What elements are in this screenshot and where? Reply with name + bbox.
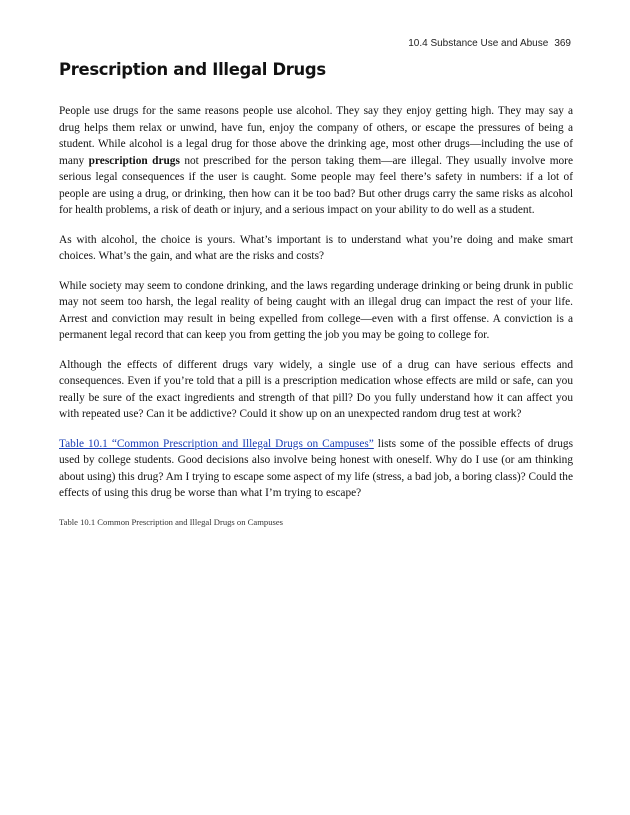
table-reference-link[interactable]: Table 10.1 “Common Prescription and Illegal Drugs on Campuses” <box>59 437 374 450</box>
paragraph-5 <box>59 436 573 502</box>
paragraph-2: As with alcohol, the choice is yours. What’s important is to understand what you’re doing and make smart choices. What’s the gain, and what are the risks and costs? <box>59 233 573 262</box>
paragraph-3: While society may seem to condone drinking, and the laws regarding underage drinking or being drunk in public may not seem too harsh, the legal reality of being caught with an illegal drug can impact the rest of your life. Arrest and conviction may result in being expelled from college—even with a first offense. A conviction is a permanent legal record that can keep you from getting the job you may be going to college for. <box>59 279 573 341</box>
body-text <box>59 103 573 541</box>
paragraph-1-text-start: People use drugs for the same reasons people use alcohol. They say they enjoy getting high. They may say a drug helps them relax or unwind, have fun, enjoy the company of others, or escape the pressures of being a student. While alcohol is a legal drug for those above the drinking age, most other drugs—including the use of many <box>59 105 573 167</box>
paragraph-1-bold-term: prescription drugs <box>88 154 180 167</box>
section-title: Prescription and Illegal Drugs <box>59 60 326 79</box>
paragraph-1-text-end: not prescribed for the person taking them—are illegal. They usually involve more serious legal consequences if the user is caught. Some people may feel there’s safety in numbers: if a lot of people are using a drug, or drinking, then how can it be too bad? But other drugs carry the same risks as alcohol for health problems, a risk of death or injury, and a serious impact on your ability to do well as a student. <box>59 154 573 216</box>
page-number: 369 <box>554 38 571 49</box>
paragraph-4: Although the effects of different drugs vary widely, a single use of a drug can have serious effects and consequences. Even if you’re told that a pill is a prescription medication whose effects are mild or safe, can you really be sure of the exact ingredients and strength of that pill? Do you fully understand how it can affect you with repeated use? Can it be addictive? Could it show up on an unexpected random drug test at work? <box>59 358 573 420</box>
paragraph-1 <box>59 103 573 219</box>
running-header <box>408 38 571 49</box>
running-header-section: 10.4 Substance Use and Abuse <box>408 38 549 49</box>
table-caption: Table 10.1 Common Prescription and Illegal Drugs on Campuses <box>59 516 283 527</box>
paragraph-5-text: lists some of the possible effects of drugs used by college students. Good decisions also involve being honest with oneself. Why do I use (or am thinking about using) this drug? Am I trying to escape some aspect of my life (stress, a bad job, a boring class)? Could the effects of using this drug be worse than what I’m trying to escape? <box>59 437 573 499</box>
